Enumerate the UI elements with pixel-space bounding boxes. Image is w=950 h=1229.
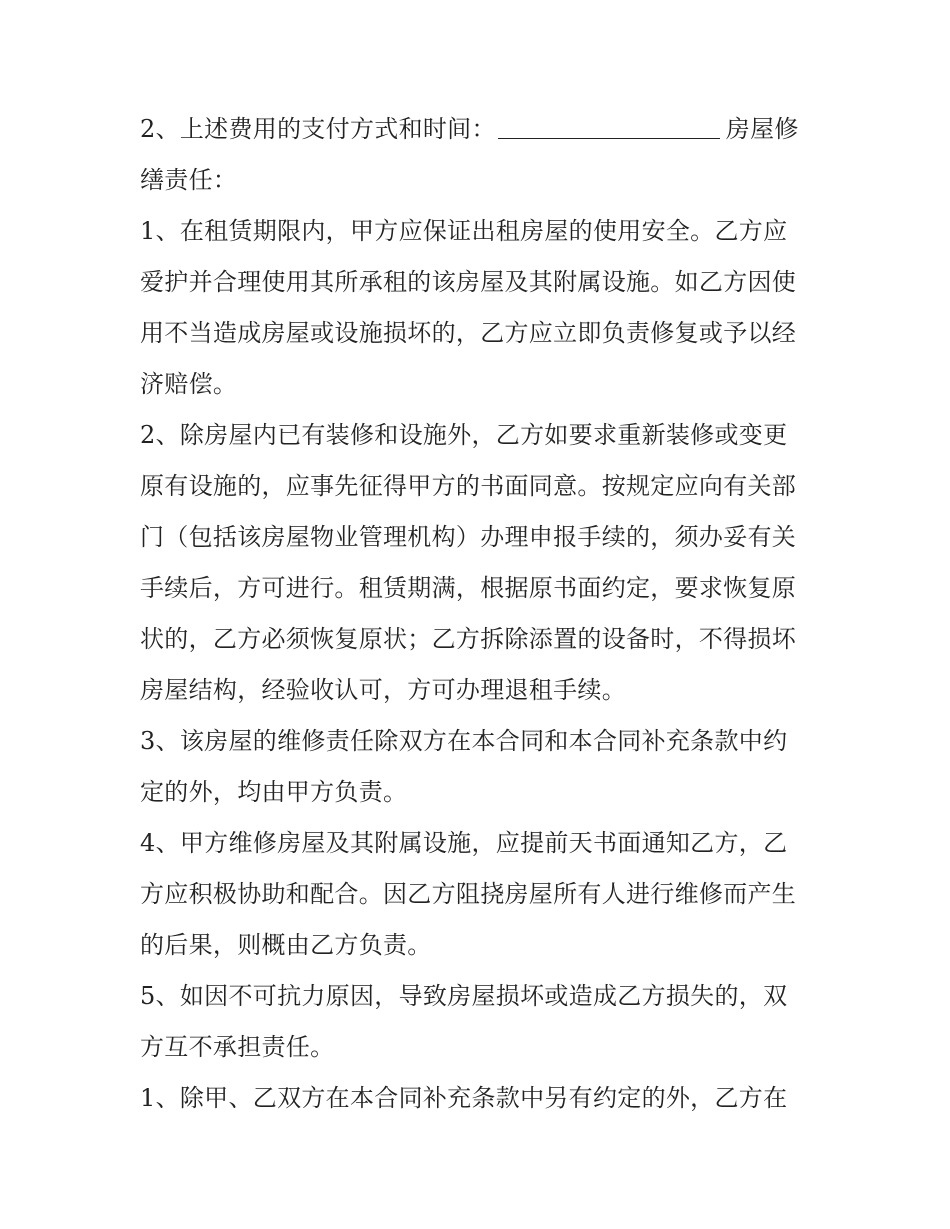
text-line-20: 1、除甲、乙双方在本合同补充条款中另有约定的外，乙方在 [140, 1084, 788, 1112]
payment-clause: 2、上述费用的支付方式和时间： [140, 115, 496, 143]
text-line-5: 用不当造成房屋或设施损坏的，乙方应立即负责修复或予以经 [140, 319, 797, 347]
text-line-18: 5、如因不可抗力原因，导致房屋损坏或造成乙方损失的，双 [140, 982, 788, 1010]
payment-blank-field[interactable] [498, 108, 720, 139]
text-line-10: 手续后，方可进行。租赁期满，根据原书面约定，要求恢复原 [140, 574, 797, 602]
document-body [140, 104, 820, 1124]
text-line-4: 爱护并合理使用其所承租的该房屋及其附属设施。如乙方因使 [140, 268, 797, 296]
text-line-15: 4、甲方维修房屋及其附属设施，应提前天书面通知乙方，乙 [140, 829, 788, 857]
text-line-13: 3、该房屋的维修责任除双方在本合同和本合同补充条款中约 [140, 727, 788, 755]
text-line-8: 原有设施的，应事先征得甲方的书面同意。按规定应向有关部 [140, 472, 797, 500]
text-line-3: 1、在租赁期限内，甲方应保证出租房屋的使用安全。乙方应 [140, 217, 788, 245]
text-line-17: 的后果，则概由乙方负责。 [140, 931, 432, 959]
text-line-16: 方应积极协助和配合。因乙方阻挠房屋所有人进行维修而产生 [140, 880, 797, 908]
text-line-14: 定的外，均由甲方负责。 [140, 778, 408, 806]
text-line-12: 房屋结构，经验收认可，方可办理退租手续。 [140, 676, 626, 704]
text-line-11: 状的，乙方必须恢复原状；乙方拆除添置的设备时，不得损坏 [140, 625, 797, 653]
text-line-7: 2、除房屋内已有装修和设施外，乙方如要求重新装修或变更 [140, 421, 788, 449]
text-line-2: 缮责任： [140, 166, 238, 194]
text-line-6: 济赔偿。 [140, 370, 238, 398]
text-line-9: 门（包括该房屋物业管理机构）办理申报手续的，须办妥有关 [140, 523, 797, 551]
text-line-1 [140, 104, 820, 155]
repair-heading-start: 房屋修 [725, 115, 799, 143]
text-line-19: 方互不承担责任。 [140, 1033, 335, 1061]
